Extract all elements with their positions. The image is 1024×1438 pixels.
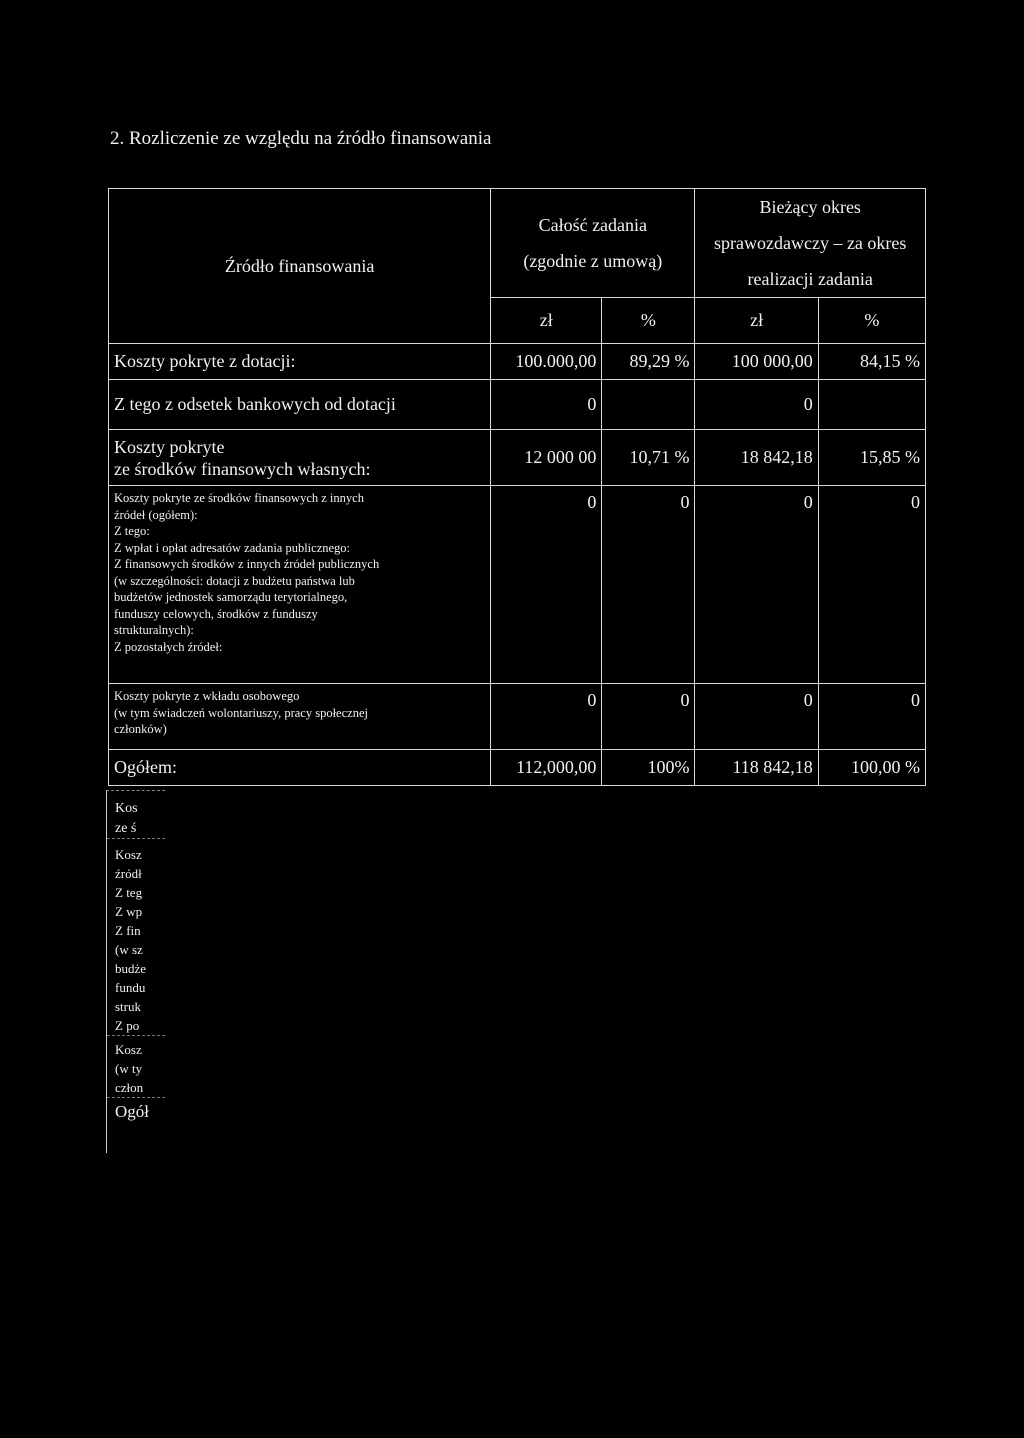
label-line: Koszty pokryte ze środków finansowych z innych: [114, 491, 364, 505]
fragment-line: struk: [115, 999, 141, 1014]
fragment-line: Z wp: [115, 904, 143, 919]
row-label: [109, 684, 491, 750]
fragment-group: [107, 791, 165, 839]
cell-whole-pct: 10,71 %: [602, 430, 695, 486]
cell-period-pct: 100,00 %: [818, 750, 925, 786]
fragment-line: Z fin: [115, 923, 141, 938]
header-row: [109, 189, 926, 298]
row-label: Koszty pokryte z dotacji:: [109, 344, 491, 380]
cell-whole-pct: 89,29 %: [602, 344, 695, 380]
header-whole-line1: Całość zadania: [538, 215, 648, 235]
label-line: Z finansowych środków z innych źródeł publicznych: [114, 557, 380, 571]
unit-whole-pct: %: [602, 298, 695, 344]
cell-period-zl: 100 000,00: [695, 344, 818, 380]
table-row: [109, 344, 926, 380]
cell-period-zl: 0: [695, 684, 818, 750]
fragment-line: Kosz: [115, 847, 142, 862]
header-whole-line2: (zgodnie z umową): [523, 251, 663, 271]
fragment-line: Z teg: [115, 885, 143, 900]
header-whole-task: [491, 189, 695, 298]
cell-period-pct: [818, 380, 925, 430]
cell-whole-zl: 0: [491, 684, 602, 750]
label-line: Z pozostałych źródeł:: [114, 639, 223, 654]
label-line: źródeł (ogółem):: [114, 507, 198, 522]
table-row: [109, 430, 926, 486]
row-label: [109, 430, 491, 486]
label-line: Koszty pokryte z wkładu osobowego: [114, 689, 300, 703]
fragment-line: ze ś: [115, 820, 137, 836]
fragment-line: budże: [115, 961, 147, 976]
fragment-line: (w sz: [115, 942, 143, 957]
fragment-group: [107, 1036, 165, 1098]
row-label: [109, 486, 491, 684]
label-line: (w szczególności: dotacji z budżetu państwa lub: [114, 573, 355, 588]
cell-period-pct: 84,15 %: [818, 344, 925, 380]
header-source-label: Źródło finansowania: [224, 256, 375, 276]
fragment-line: źródł: [115, 866, 142, 881]
header-source: [109, 189, 491, 344]
section-heading: 2. Rozliczenie ze względu na źródło finansowania: [110, 128, 492, 149]
total-row: [109, 750, 926, 786]
fragment-line: Kos: [115, 801, 138, 816]
cell-whole-zl: 112,000,00: [491, 750, 602, 786]
cell-whole-zl: 100.000,00: [491, 344, 602, 380]
fragment-group: [107, 839, 165, 1036]
label-line: członków): [114, 722, 167, 736]
label-line: Z wpłat i opłat adresatów zadania publicznego:: [114, 540, 351, 555]
row-label-line2: ze środków finansowych własnych:: [114, 458, 371, 479]
header-period-line3: realizacji zadania: [747, 269, 873, 289]
ghost-table-fragment: [106, 790, 165, 1153]
row-label: Z tego z odsetek bankowych od dotacji: [109, 380, 491, 430]
cell-period-pct: 15,85 %: [818, 430, 925, 486]
unit-whole-zl: zł: [491, 298, 602, 344]
fragment-line: Ogół: [115, 1102, 149, 1121]
fragment-line: (w ty: [115, 1061, 143, 1076]
label-line: (w tym świadczeń wolontariuszy, pracy społecznej: [114, 705, 368, 720]
label-line: budżetów jednostek samorządu terytorialnego,: [114, 590, 348, 604]
financing-table: [108, 188, 926, 786]
fragment-line: Kosz: [115, 1042, 142, 1057]
label-line: funduszy celowych, środków z funduszy: [114, 606, 318, 621]
cell-period-zl: 0: [695, 380, 818, 430]
cell-period-zl: 118 842,18: [695, 750, 818, 786]
cell-whole-zl: 0: [491, 380, 602, 430]
cell-period-zl: 0: [695, 486, 818, 684]
cell-period-zl: 18 842,18: [695, 430, 818, 486]
cell-whole-zl: 0: [491, 486, 602, 684]
cell-whole-pct: 0: [602, 486, 695, 684]
header-current-period: [695, 189, 926, 298]
fragment-line: fundu: [115, 980, 146, 995]
label-line: strukturalnych):: [114, 623, 194, 637]
cell-whole-pct: 0: [602, 684, 695, 750]
table-row: [109, 684, 926, 750]
unit-period-pct: %: [818, 298, 925, 344]
fragment-group: [107, 1098, 165, 1122]
row-label-line1: Koszty pokryte: [114, 436, 225, 457]
row-label: Ogółem:: [109, 750, 491, 786]
header-period-line1: Bieżący okres: [759, 197, 861, 217]
unit-period-zl: zł: [695, 298, 818, 344]
cell-period-pct: 0: [818, 684, 925, 750]
cell-whole-pct: [602, 380, 695, 430]
cell-period-pct: 0: [818, 486, 925, 684]
fragment-line: człon: [115, 1080, 144, 1095]
table-row: [109, 380, 926, 430]
table-row: [109, 486, 926, 684]
cell-whole-zl: 12 000 00: [491, 430, 602, 486]
header-period-line2: sprawozdawczy – za okres: [714, 233, 907, 253]
label-line: Z tego:: [114, 524, 150, 538]
cell-whole-pct: 100%: [602, 750, 695, 786]
fragment-line: Z po: [115, 1018, 140, 1033]
